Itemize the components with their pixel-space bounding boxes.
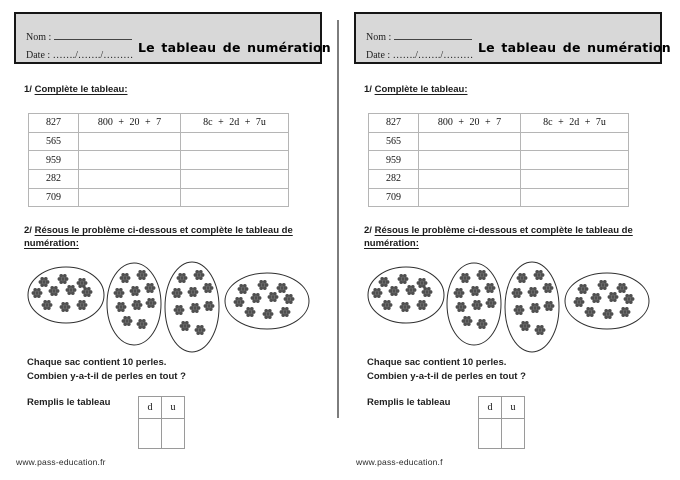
beads-figure [360,255,660,361]
bead [389,286,400,296]
bead [544,301,555,311]
bead [130,286,141,296]
decomposition-cell [79,170,181,189]
bead [585,307,596,317]
bead [268,292,279,302]
cdu-cell [181,132,289,151]
table-row [29,170,289,189]
bead [578,284,589,294]
number-cell: 709 [29,188,79,207]
numeration-table [28,113,289,207]
bead [39,277,50,287]
bead [277,283,288,293]
bead [203,283,214,293]
problem-line-2: Combien y-a-t-il de perles en tout ? [27,371,186,382]
exercise1-heading [364,83,468,96]
exercise2-label: Résous le problème ci-dessous et complète le tableau de numération: [24,225,293,249]
units-header-cell: u [502,397,525,419]
name-blank-line [54,30,132,40]
fill-table-label: Remplis le tableau [367,397,451,408]
bead [517,273,528,283]
bead [137,270,148,280]
bead [132,300,143,310]
bead [172,288,183,298]
bead [177,273,188,283]
bead [530,303,541,313]
bead [114,288,125,298]
bead [194,270,205,280]
number-cell: 959 [369,151,419,170]
footer-url: www.pass-education.fr [16,457,106,467]
exercise1-heading [24,83,128,96]
bead [137,319,148,329]
problem-line-2: Combien y-a-t-il de perles en tout ? [367,371,526,382]
table-row [369,170,629,189]
table-row [369,188,629,207]
exercise2-heading [24,224,326,250]
bead [204,301,215,311]
cdu-cell [521,170,629,189]
bead [280,307,291,317]
bead [534,270,545,280]
exercise1-label: Complète le tableau: [34,84,128,95]
cdu-cell [181,188,289,207]
bead [122,316,133,326]
exercise1-number: 1/ [364,84,372,95]
units-answer-cell [502,419,525,449]
du-answer-row [479,419,525,449]
bead [195,325,206,335]
date-field: Date : ……./……./……… [26,50,134,61]
cdu-cell [181,170,289,189]
du-table [478,396,525,449]
bead [603,309,614,319]
worksheet-page-right [340,0,680,480]
bead [379,277,390,287]
name-field [366,30,472,43]
du-header-row [479,397,525,419]
tens-header-cell: d [139,397,162,419]
exercise1-number: 1/ [24,84,32,95]
bead [372,288,383,298]
bead [116,302,127,312]
bead [400,302,411,312]
worksheet-header [14,12,331,64]
bead [284,294,295,304]
cdu-cell: 8c + 2d + 7u [521,114,629,133]
decomposition-cell [79,151,181,170]
bead [591,293,602,303]
bead [624,294,635,304]
bead [382,300,393,310]
bead [146,298,157,308]
name-blank-line [394,30,472,40]
bead [245,307,256,317]
page-divider [337,20,339,418]
number-cell: 709 [369,188,419,207]
bead [477,270,488,280]
tens-answer-cell [139,419,162,449]
table-row [29,132,289,151]
bead [608,292,619,302]
number-cell: 565 [29,132,79,151]
bead [486,298,497,308]
bead [528,287,539,297]
decomposition-cell [419,170,521,189]
du-header-row [139,397,185,419]
bead [32,288,43,298]
bead [520,321,531,331]
bead [174,305,185,315]
cdu-cell [181,151,289,170]
bead [617,283,628,293]
beads-figure [20,255,320,361]
name-label: Nom : [26,32,52,43]
worksheet-header [354,12,671,64]
exercise2-label: Résous le problème ci-dessous et complète le tableau de numération: [364,225,633,249]
date-field: Date : ……./……./……… [366,50,474,61]
cdu-cell [521,132,629,151]
cdu-cell: 8c + 2d + 7u [181,114,289,133]
bead [406,285,417,295]
decomposition-cell [419,188,521,207]
footer-url: www.pass-education.f [356,457,443,467]
problem-line-1: Chaque sac contient 10 perles. [27,357,167,368]
number-cell: 565 [369,132,419,151]
bead [145,283,156,293]
bead [251,293,262,303]
page-title: Le tableau de numération [478,40,671,55]
decomposition-cell [419,151,521,170]
fill-table-label: Remplis le tableau [27,397,111,408]
bead [472,300,483,310]
cdu-cell [521,151,629,170]
du-answer-row [139,419,185,449]
name-label: Nom : [366,32,392,43]
bead [58,274,69,284]
number-cell: 959 [29,151,79,170]
number-cell: 282 [29,170,79,189]
cdu-cell [521,188,629,207]
bead [120,273,131,283]
bead [512,288,523,298]
bead [456,302,467,312]
exercise1-label: Complète le tableau: [374,84,468,95]
bead [460,273,471,283]
decomposition-cell [419,132,521,151]
bead [454,288,465,298]
bead [462,316,473,326]
bead [49,286,60,296]
table-row [29,151,289,170]
bead [477,319,488,329]
bead [417,300,428,310]
bead [417,278,428,288]
page-title: Le tableau de numération [138,40,331,55]
numeration-table [368,113,629,207]
table-row [29,114,289,133]
bead [42,300,53,310]
name-field [26,30,132,43]
number-cell: 827 [369,114,419,133]
bead [398,274,409,284]
bead [234,297,245,307]
bead [180,321,191,331]
table-row [29,188,289,207]
decomposition-cell [79,188,181,207]
number-cell: 282 [369,170,419,189]
bead [190,303,201,313]
bead [485,283,496,293]
table-row [369,151,629,170]
decomposition-cell: 800 + 20 + 7 [79,114,181,133]
units-header-cell: u [162,397,185,419]
bead [543,283,554,293]
bead [238,284,249,294]
bead [574,297,585,307]
bead [77,278,88,288]
bead [514,305,525,315]
bead [263,309,274,319]
exercise2-heading [364,224,666,250]
exercise2-number: 2/ [364,225,372,236]
table-row [369,132,629,151]
exercise2-number: 2/ [24,225,32,236]
tens-header-cell: d [479,397,502,419]
bead [620,307,631,317]
units-answer-cell [162,419,185,449]
bead [598,280,609,290]
bead [66,285,77,295]
decomposition-cell: 800 + 20 + 7 [419,114,521,133]
bead [422,287,433,297]
bead [77,300,88,310]
bead [535,325,546,335]
du-table [138,396,185,449]
bead [470,286,481,296]
bead [82,287,93,297]
table-row [369,114,629,133]
problem-line-1: Chaque sac contient 10 perles. [367,357,507,368]
tens-answer-cell [479,419,502,449]
decomposition-cell [79,132,181,151]
bead [60,302,71,312]
bead [258,280,269,290]
number-cell: 827 [29,114,79,133]
bead [188,287,199,297]
